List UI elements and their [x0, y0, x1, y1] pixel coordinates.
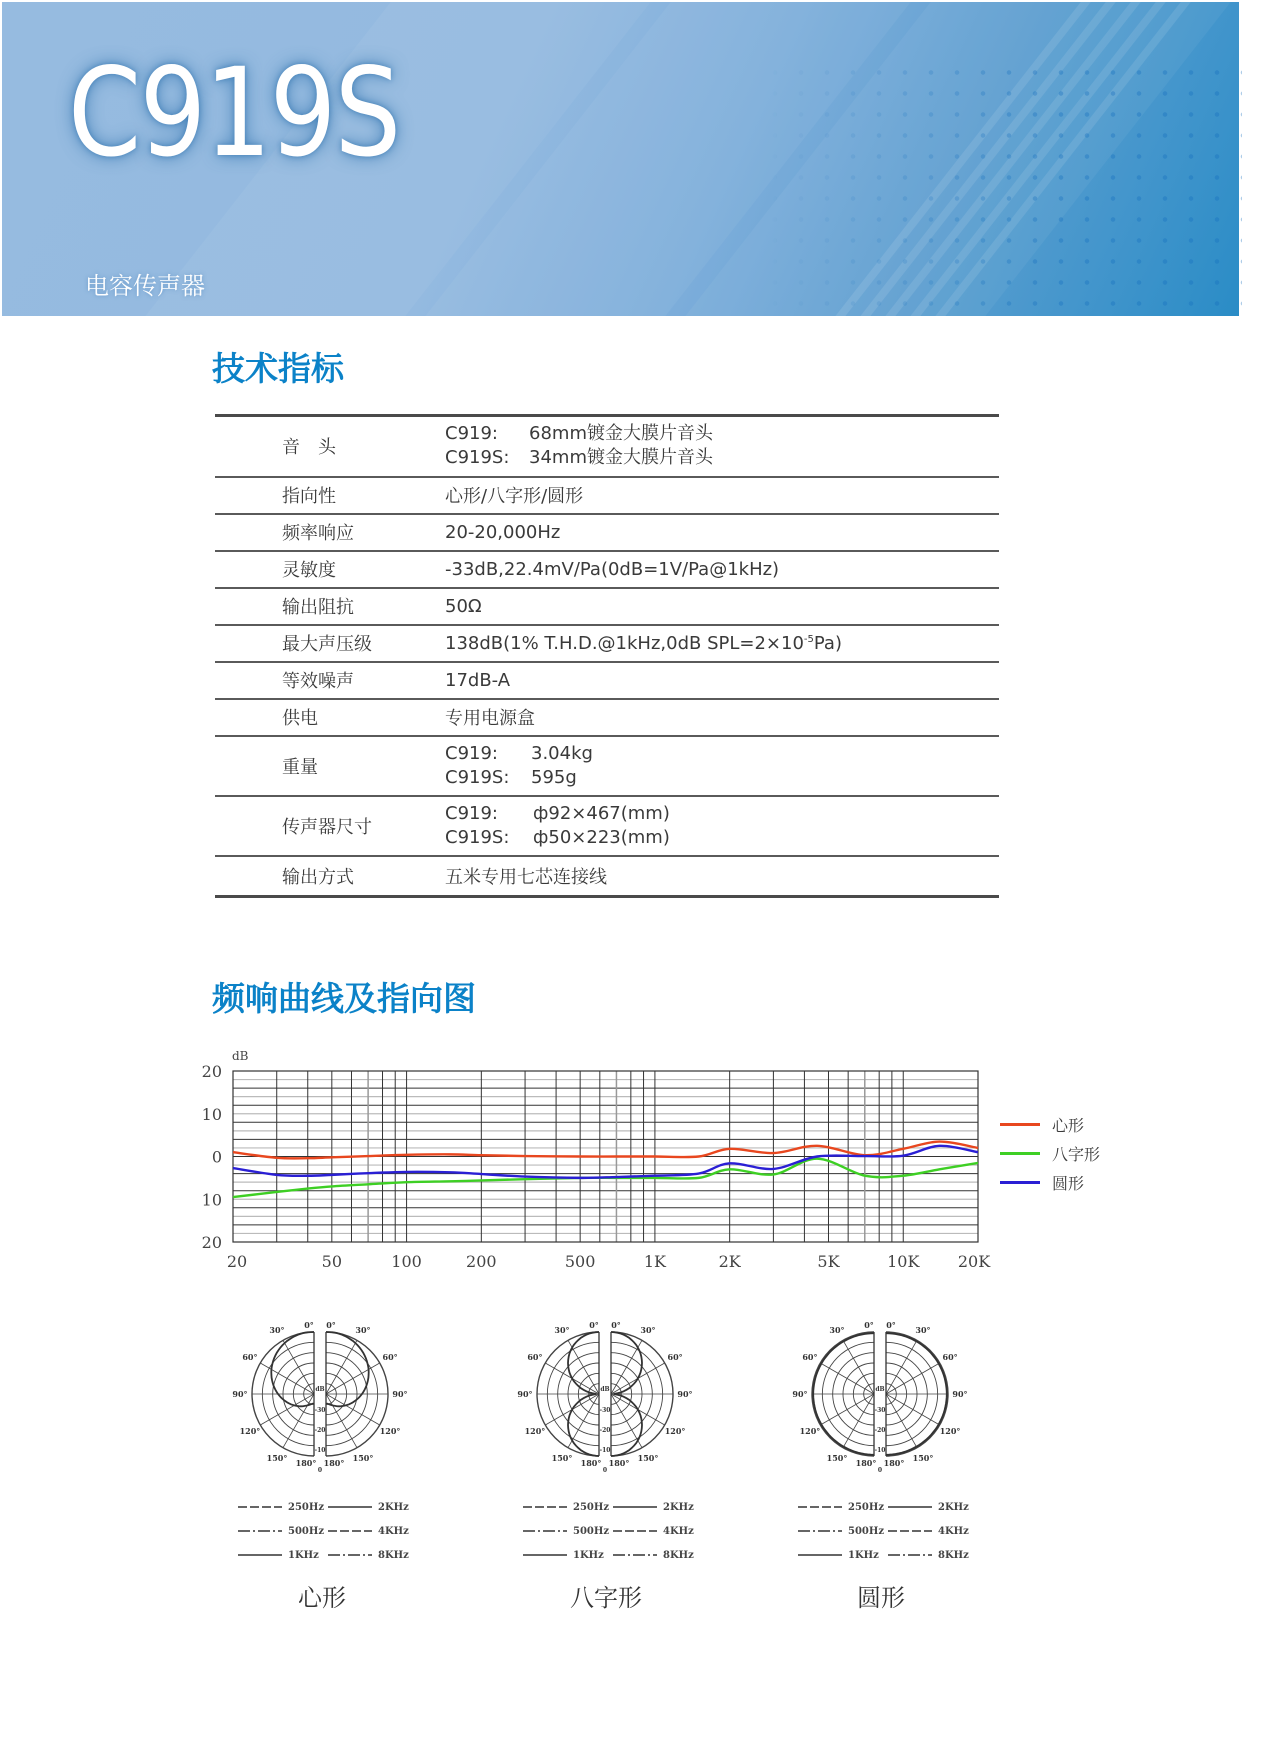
polar-radial-label: dB: [600, 1386, 610, 1393]
x-tick-label: 5K: [817, 1252, 840, 1271]
polar-legend-item: [798, 1526, 888, 1537]
polar-spoke: [843, 1340, 874, 1394]
spec-value: -33dB,22.4mV/Pa(0dB=1V/Pa@1kHz): [445, 551, 999, 588]
y-axis-label: dB: [232, 1049, 249, 1063]
specs-heading: 技术指标: [212, 349, 344, 388]
polar-legend-item: [798, 1502, 888, 1513]
polar-angle-label: 120°: [379, 1426, 401, 1436]
spec-value: 50Ω: [445, 588, 999, 625]
polar-angle-label: 30°: [355, 1324, 371, 1335]
polar-legend-item: [798, 1550, 888, 1561]
polar-spoke: [326, 1363, 380, 1394]
polar-spoke: [886, 1394, 917, 1448]
polar-angle-label: 150°: [352, 1453, 374, 1464]
polar-angle-label: 60°: [382, 1352, 398, 1362]
polar-legend-item: [888, 1502, 978, 1513]
polar-title-omni: 圆形: [857, 1584, 905, 1612]
polar-radial-label: 0: [317, 1467, 323, 1474]
response-heading: 频响曲线及指向图: [212, 979, 476, 1018]
x-tick-label: 50: [321, 1252, 343, 1271]
line-style-icon: [328, 1553, 372, 1557]
polar-legend-label: 500Hz: [848, 1525, 885, 1537]
polar-angle-label: 0°: [611, 1320, 621, 1330]
polar-legend-label: 4KHz: [938, 1525, 969, 1537]
spec-key: 供电: [215, 699, 445, 736]
polar-radial-label: -30: [314, 1407, 326, 1414]
line-style-icon: [798, 1529, 842, 1533]
polar-legend-figure8: [523, 1495, 703, 1567]
polar-radial-label: -30: [874, 1407, 886, 1414]
line-style-icon: [798, 1553, 842, 1557]
polar-legend-item: [238, 1526, 328, 1537]
polar-angle-label: 90°: [792, 1389, 808, 1399]
y-tick-label: 20: [201, 1233, 222, 1252]
polar-legend-item: [613, 1502, 703, 1513]
line-style-icon: [888, 1553, 932, 1557]
spec-key: 最大声压级: [215, 625, 445, 662]
legend-item-figure8: 八字形: [1000, 1139, 1100, 1168]
polar-legend-row: [523, 1543, 703, 1567]
polar-legend-row: [523, 1519, 703, 1543]
polar-angle-label: 30°: [554, 1324, 570, 1335]
spec-value: 20-20,000Hz: [445, 514, 999, 551]
line-style-icon: [613, 1529, 657, 1533]
series-line: [233, 1146, 978, 1178]
polar-legend-item: [888, 1526, 978, 1537]
polar-angle-label: 90°: [392, 1389, 408, 1399]
polar-radial-label: 0: [602, 1467, 608, 1474]
line-style-icon: [238, 1505, 282, 1509]
polar-legend-row: [798, 1543, 978, 1567]
polar-angle-label: 180°: [855, 1458, 877, 1468]
y-tick-label: 10: [201, 1104, 222, 1124]
spec-key: 频率响应: [215, 514, 445, 551]
polar-spoke: [843, 1394, 874, 1448]
polar-legend-label: 4KHz: [378, 1525, 409, 1537]
polar-angle-label: 0°: [864, 1320, 874, 1330]
polar-legend-row: [798, 1519, 978, 1543]
spec-key: 输出方式: [282, 866, 354, 888]
polar-legend-row: [238, 1543, 418, 1567]
polar-spoke: [886, 1363, 940, 1394]
legend-item-cardioid: 心形: [1000, 1110, 1100, 1139]
polar-title-figure8: 八字形: [570, 1584, 642, 1612]
polar-plot-figure8: [505, 1300, 705, 1474]
line-style-icon: [523, 1553, 567, 1557]
line-style-icon: [613, 1553, 657, 1557]
polar-legend-label: 2KHz: [378, 1501, 409, 1513]
polar-legend-row: [798, 1495, 978, 1519]
polar-legend-label: 250Hz: [848, 1501, 885, 1513]
line-style-icon: [798, 1505, 842, 1509]
spec-value: C919: ф92×467(mm) C919S: ф50×223(mm): [445, 796, 999, 856]
line-style-icon: [523, 1505, 567, 1509]
polar-legend-label: 8KHz: [938, 1549, 969, 1561]
polar-legend-label: 8KHz: [378, 1549, 409, 1561]
polar-legend-item: [523, 1502, 613, 1513]
spec-key: 输出阻抗: [215, 588, 445, 625]
polar-spoke: [886, 1394, 940, 1425]
polar-legend-row: [523, 1495, 703, 1519]
polar-legend-label: 1KHz: [573, 1549, 604, 1561]
polar-legend-item: [238, 1550, 328, 1561]
polar-legend-item: [523, 1526, 613, 1537]
spec-key: 灵敏度: [215, 551, 445, 588]
x-tick-label: 2K: [718, 1252, 741, 1271]
x-tick-label: 20K: [957, 1252, 991, 1271]
line-style-icon: [238, 1529, 282, 1533]
polar-angle-label: 180°: [608, 1458, 630, 1468]
polar-angle-label: 120°: [939, 1426, 961, 1436]
product-title: C919S: [68, 42, 400, 184]
polar-legend-label: 250Hz: [288, 1501, 325, 1513]
x-tick-label: 500: [564, 1252, 596, 1271]
polar-angle-label: 150°: [637, 1453, 659, 1464]
polar-angle-label: 180°: [580, 1458, 602, 1468]
x-tick-label: 1K: [643, 1252, 666, 1271]
polar-radial-label: -20: [314, 1427, 326, 1434]
spec-key: 指向性: [215, 477, 445, 514]
polar-radial-label: -20: [599, 1427, 611, 1434]
polar-radial-label: dB: [315, 1386, 325, 1393]
polar-legend-label: 500Hz: [573, 1525, 610, 1537]
x-tick-label: 200: [466, 1252, 497, 1271]
spec-value: 五米专用七芯连接线: [445, 866, 607, 888]
polar-legend-label: 1KHz: [288, 1549, 319, 1561]
y-tick-label: 10: [201, 1190, 222, 1210]
polar-spoke: [260, 1363, 314, 1394]
polar-angle-label: 90°: [677, 1389, 693, 1399]
polar-legend-item: [888, 1550, 978, 1561]
spec-value: 138dB(1% T.H.D.@1kHz,0dB $SPL=2\times 10^{-5}Pa$): [445, 625, 999, 662]
polar-legend-cardioid: [238, 1495, 418, 1567]
polar-angle-label: 120°: [799, 1426, 821, 1436]
polar-plot-omni: [780, 1300, 980, 1474]
polar-angle-label: 60°: [667, 1352, 683, 1362]
polar-angle-label: 90°: [517, 1389, 533, 1399]
polar-angle-label: 180°: [323, 1458, 345, 1468]
product-subtitle: 电容传声器: [85, 272, 205, 300]
polar-plot-cardioid: [220, 1300, 420, 1474]
spec-key: 等效噪声: [215, 662, 445, 699]
polar-radial-label: -30: [599, 1407, 611, 1414]
polar-angle-label: 60°: [527, 1352, 543, 1362]
polar-legend-row: [238, 1495, 418, 1519]
polar-angle-label: 120°: [239, 1426, 261, 1436]
polar-spoke: [820, 1394, 874, 1425]
polar-legend-item: [238, 1502, 328, 1513]
polar-spoke: [326, 1340, 357, 1394]
spec-value: 专用电源盒: [445, 699, 999, 736]
spec-key: 传声器尺寸: [215, 796, 445, 856]
polar-angle-label: 120°: [664, 1426, 686, 1436]
polar-legend-item: [328, 1526, 418, 1537]
polar-angle-label: 90°: [952, 1389, 968, 1399]
polar-legend-label: 4KHz: [663, 1525, 694, 1537]
polar-angle-label: 180°: [883, 1458, 905, 1468]
polar-legend-label: 1KHz: [848, 1549, 879, 1561]
polar-angle-label: 0°: [326, 1320, 336, 1330]
polar-radial-label: 0: [877, 1467, 883, 1474]
polar-spoke: [820, 1363, 874, 1394]
polar-legend-item: [523, 1550, 613, 1561]
spec-value: C919: 3.04kg C919S: 595g: [445, 736, 999, 796]
polar-spoke: [326, 1394, 380, 1425]
polar-angle-label: 60°: [242, 1352, 258, 1362]
spec-value: 17dB-A: [445, 662, 999, 699]
polar-legend-row: [238, 1519, 418, 1543]
polar-legend-label: 2KHz: [938, 1501, 969, 1513]
polar-legend-item: [328, 1550, 418, 1561]
polar-angle-label: 90°: [232, 1389, 248, 1399]
polar-legend-label: 250Hz: [573, 1501, 610, 1513]
polar-spoke: [260, 1394, 314, 1425]
polar-angle-label: 30°: [640, 1324, 656, 1335]
polar-angle-label: 120°: [524, 1426, 546, 1436]
y-tick-label: 20: [201, 1062, 222, 1081]
spec-value: 心形/八字形/圆形: [445, 477, 999, 514]
polar-angle-label: 180°: [295, 1458, 317, 1468]
polar-angle-label: 30°: [915, 1324, 931, 1335]
legend-swatch: [1000, 1123, 1040, 1126]
x-tick-label: 10K: [887, 1252, 920, 1271]
line-style-icon: [613, 1505, 657, 1509]
legend-item-omni: 圆形: [1000, 1168, 1100, 1197]
polar-angle-label: 150°: [826, 1453, 848, 1464]
polar-angle-label: 0°: [304, 1320, 314, 1330]
polar-legend-omni: [798, 1495, 978, 1567]
polar-spoke: [283, 1340, 314, 1394]
polar-radial-label: dB: [875, 1386, 885, 1393]
polar-angle-label: 0°: [589, 1320, 599, 1330]
line-style-icon: [523, 1529, 567, 1533]
polar-title-cardioid: 心形: [298, 1584, 346, 1612]
polar-radial-label: -10: [599, 1447, 611, 1454]
polar-angle-label: 30°: [829, 1324, 845, 1335]
y-tick-label: 0: [211, 1147, 222, 1167]
spec-key: 音 头: [215, 416, 445, 477]
polar-angle-label: 30°: [269, 1324, 285, 1335]
x-tick-label: 20: [226, 1252, 248, 1271]
spec-value: C919: 68mm镀金大膜片音头 C919S: 34mm镀金大膜片音头: [445, 416, 999, 477]
spec-key: 重量: [215, 736, 445, 796]
polar-radial-label: -10: [874, 1447, 886, 1454]
line-style-icon: [328, 1529, 372, 1533]
polar-legend-item: [613, 1550, 703, 1561]
chart-legend: [1000, 1110, 1100, 1197]
polar-legend-label: 2KHz: [663, 1501, 694, 1513]
polar-spoke: [886, 1340, 917, 1394]
polar-radial-label: -20: [874, 1427, 886, 1434]
line-style-icon: [328, 1505, 372, 1509]
polar-legend-item: [328, 1502, 418, 1513]
x-tick-label: 100: [391, 1252, 422, 1271]
line-style-icon: [888, 1529, 932, 1533]
polar-angle-label: 150°: [912, 1453, 934, 1464]
legend-swatch: [1000, 1152, 1040, 1155]
polar-legend-item: [613, 1526, 703, 1537]
polar-legend-label: 8KHz: [663, 1549, 694, 1561]
polar-angle-label: 150°: [551, 1453, 573, 1464]
line-style-icon: [888, 1505, 932, 1509]
polar-legend-label: 500Hz: [288, 1525, 325, 1537]
polar-angle-label: 0°: [886, 1320, 896, 1330]
polar-angle-label: 150°: [266, 1453, 288, 1464]
polar-angle-label: 60°: [942, 1352, 958, 1362]
polar-angle-label: 60°: [802, 1352, 818, 1362]
legend-swatch: [1000, 1181, 1040, 1184]
polar-radial-label: -10: [314, 1447, 326, 1454]
line-style-icon: [238, 1553, 282, 1557]
